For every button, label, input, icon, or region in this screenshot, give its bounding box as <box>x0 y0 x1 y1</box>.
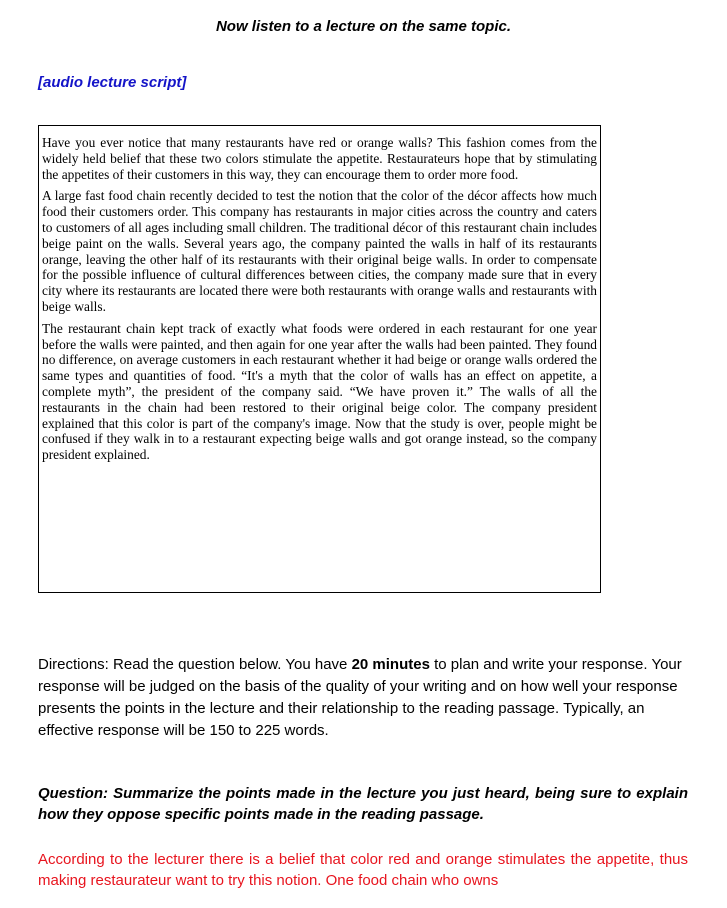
lecture-transcript-box <box>38 125 601 593</box>
directions-text <box>38 654 690 742</box>
lecture-paragraph-1: Have you ever notice that many restaurants have red or orange walls? This fashion comes from the widely held belief that these two colors stimulate the appetite. Restaurateurs hope that by stimulating the appetites of their customers in this way, they can encourage them to order more food. <box>42 135 597 182</box>
time-limit: 20 minutes <box>351 656 430 673</box>
directions-intro: Directions: Read the question below. You have <box>38 656 352 673</box>
question-prompt: Question: Summarize the points made in the lecture you just heard, being sure to explain how they oppose specific points made in the reading passage. <box>38 785 688 823</box>
section-heading: Now listen to a lecture on the same topic. <box>215 18 512 35</box>
audio-script-label: [audio lecture script] <box>38 74 187 91</box>
lecture-paragraph-2: A large fast food chain recently decided to test the notion that the color of the décor affects how much food their customers order. This company has restaurants in major cities across the country and caters to customers of all ages including small children. The traditional décor of this restaurant chain includes beige paint on the walls. Several years ago, the company painted the walls in half of its restaurants orange, leaving the other half of its restaurants with their original beige walls. In order to compensate for the possible influence of cultural differences between cities, the company made sure that in every city where its restaurants are located there were both restaurants with orange walls and restaurants with beige walls. <box>42 188 597 314</box>
response-text: According to the lecturer there is a belief that color red and orange stimulates the appetite, thus making restaurateur want to try this notion. One food chain who owns <box>38 851 688 889</box>
lecture-paragraph-3: The restaurant chain kept track of exactly what foods were ordered in each restaurant for one year before the walls were painted, and then again for one year after the walls had been painted. They found no difference, on average customers in each restaurant whether it had beige or orange walls ordered the same types and quantities of food. “It's a myth that the color of walls has an effect on appetite, a complete myth”, the president of the company said. “We have proven it.” The walls of all the restaurants in the chain had been restored to their original beige color. The company president explained that this color is part of the company's image. Now that the study is over, people might be confused if they walk in to a restaurant expecting beige walls and got orange instead, so the company president explained. <box>42 320 597 463</box>
directions-rest: to plan and write your response. Your response will be judged on the basis of the quality of your writing and on how well your response presents the points in the lecture and their relationship to the reading passage. Typically, an effective response will be 150 to 225 words. <box>38 656 682 739</box>
